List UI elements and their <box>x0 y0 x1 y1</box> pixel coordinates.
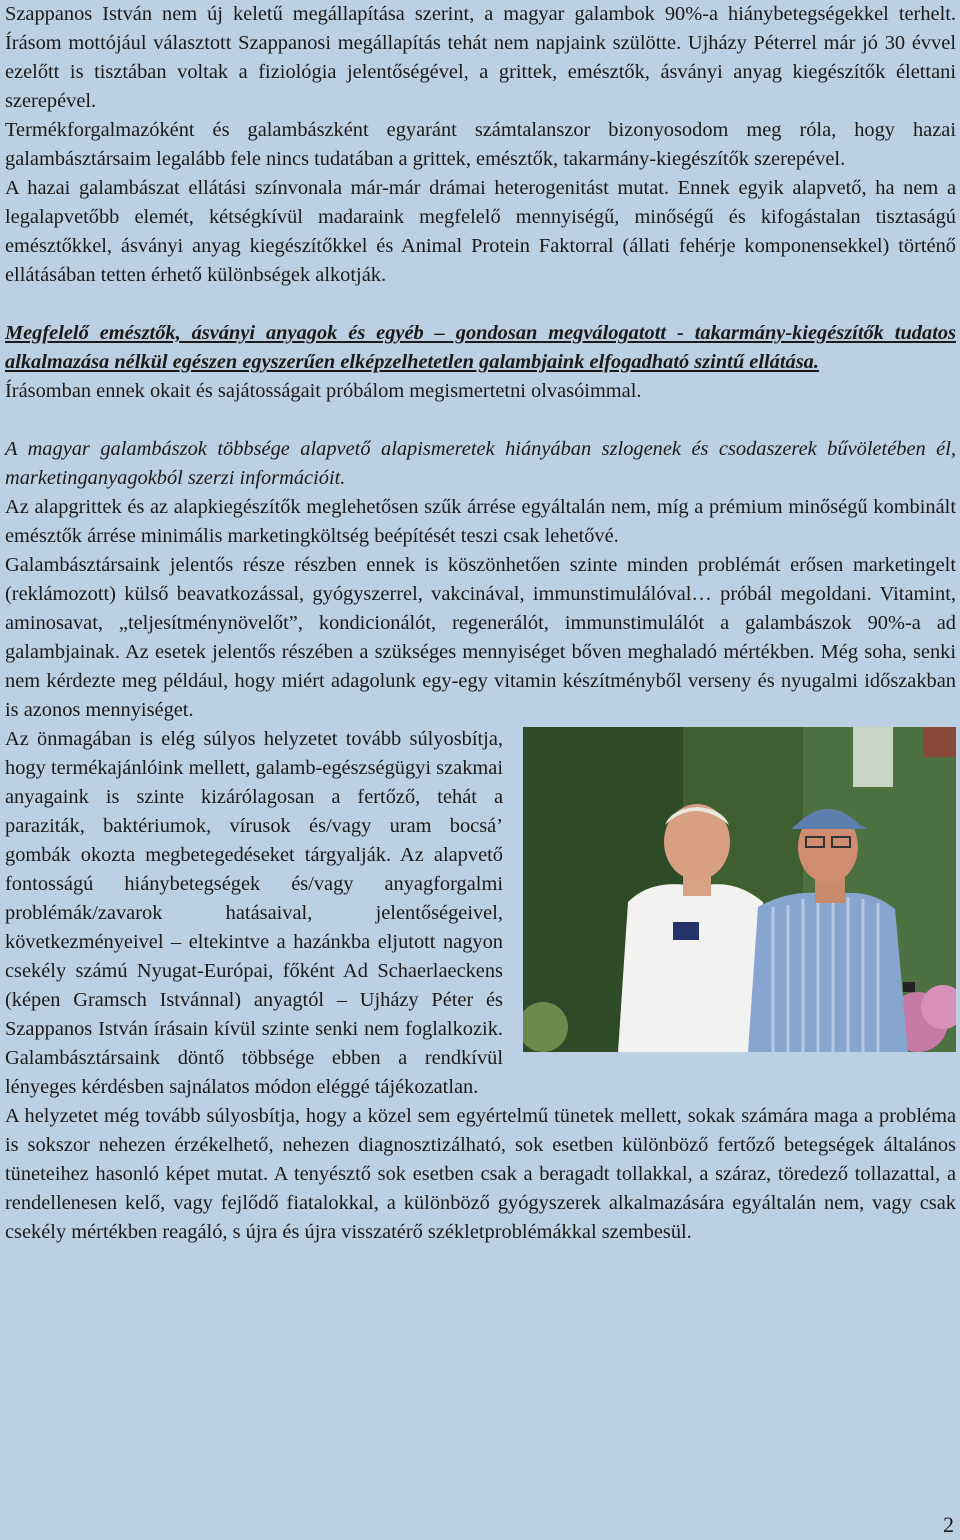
photo-illustration <box>523 727 956 1052</box>
paragraph-heterogeneity: A hazai galambászat ellátási színvonala már-már drámai heterogenitást mutat. Ennek egyik alapvető, ha nem a legalapvetőbb elemét, kétségkívül madaraink megfelelő mennyiségű, minőségű és kifogástalan tisztaságú emésztőkkel, ásványi anyag kiegészítőkkel és Animal Protein Faktorral (állati fehérje komponensekkel) történő ellátásában tetten érhető különbségek alkotják. <box>5 177 956 286</box>
italic-paragraph: A magyar galambászok többsége alapvető alapismeretek hiányában szlogenek és csodaszerek bűvöletében él, marketinganyagokból szerzi információit. <box>5 438 956 489</box>
photo-two-men-garden <box>523 727 956 1052</box>
paragraph-situation-text: Az önmagában is elég súlyos helyzetet tovább súlyosbítja, hogy termékajánlóink mellett, galamb-egészségügyi szakmai anyagaink is szinte kizárólagosan a fertőző, tehát a paraziták, baktériumok, vírusok és/vagy uram bocsá’ gombák okozta megbetegedéseket tárgyalják. Az alapvető fontosságú hiánybetegségek és/vagy anyagforgalmi problémák/zavarok hatásaival, jelentőségeivel, következményeivel – eltekintve a hazánkba eljutott nagyon csekély számú Nyugat-Európai, főként Ad Schaerlaeckens (képen Gramsch Istvánnal) anyagtól – Ujházy Péter és Szappanos István írásain kívül szinte senki nem foglalkozik. Galambásztársaink döntő többsége ebben a rendkívül lényeges kérdésben sajnálatos módon eléggé tájékozatlan. <box>5 728 503 1098</box>
paragraph-situation <box>5 725 956 1102</box>
document-page <box>5 0 956 1247</box>
page-number: 2 <box>943 1512 954 1537</box>
spacer <box>5 290 956 319</box>
paragraph-margins: Az alapgrittek és az alapkiegészítők meglehetősen szűk árrése egyáltalán nem, míg a prémium minőségű kombinált emésztők árrése minimális marketingköltség beépítését teszi csak lehetővé. <box>5 496 956 547</box>
highlight-followup: Írásomban ennek okait és sajátosságait próbálom megismertetni olvasóimmal. <box>5 380 642 402</box>
highlight-statement: Megfelelő emésztők, ásványi anyagok és egyéb – gondosan megválogatott - takarmány-kiegészítők tudatos alkalmazása nélkül egészen egyszerűen elképzelhetetlen galambjaink elfogadható szintű ellátása. <box>5 322 956 373</box>
spacer <box>5 406 956 435</box>
paragraph-marketing: Galambásztársaink jelentős része részben ennek is köszönhetően szinte minden problémát erősen marketingelt (reklámozott) külső beavatkozással, gyógyszerrel, vakcinával, immunstimulálóval… próbál megoldani. Vitamint, aminosavat, „teljesítménynövelőt”, kondicionálót, regenerálót, immunstimulálót a galambászok 90%-a ad galambjainak. Az esetek jelentős részében a szükséges mennyiséget bőven meghaladó mértékben. Még soha, senki nem kérdezte meg például, hogy miért adagolunk egy-egy vitamin készítményből verseny és nyugalmi időszakban is azonos mennyiséget. <box>5 554 956 721</box>
paragraph-symptoms: A helyzetet még tovább súlyosbítja, hogy a közel sem egyértelmű tünetek mellett, sokak számára maga a probléma is sokszor nehezen érzékelhető, nehezen diagnosztizálható, sok esetben különböző fertőző betegségek általános tüneteihez hasonló képet mutat. A tenyésztő sok esetben csak a beragadt tollakkal, a száraz, töredező tollazattal, a rendellenesen kelő, vagy fejlődő fiatalokkal, a különböző gyógyszerek alkalmazására egyáltalán nem, vagy csak csekély mértékben reagáló, s újra és újra visszatérő székletproblémákkal szembesül. <box>5 1105 956 1243</box>
paragraph-distributor: Termékforgalmazóként és galambászként egyaránt számtalanszor bizonyosodom meg róla, hogy hazai galambásztársaim legalább fele nincs tudatában a grittek, emésztők, takarmány-kiegészítők szerepével. <box>5 119 956 170</box>
paragraph-intro: Szappanos István nem új keletű megállapítása szerint, a magyar galambok 90%-a hiánybetegségekkel terhelt. Írásom mottójául választott Szappanosi megállapítás tehát nem napjaink szülötte. Ujházy Péterrel már jó 30 évvel ezelőtt is tisztában voltak a fiziológia jelentőségével, a grittek, emésztők, ásványi anyag kiegészítők élettani szerepével. <box>5 3 956 112</box>
